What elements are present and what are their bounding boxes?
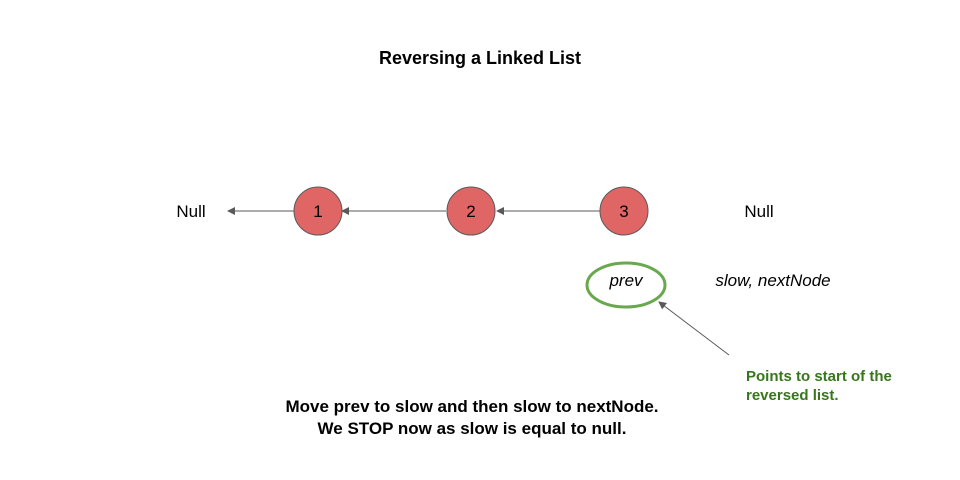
caption-line-1: Move prev to slow and then slow to nextNode. [285,397,659,416]
slow-nextnode-pointer-label: slow, nextNode [715,271,831,290]
callout-arrow [659,302,729,355]
node-3-label: 3 [619,202,629,221]
callout-line-2: reversed list. [746,387,839,404]
node-3 [600,187,648,235]
caption-line-2: We STOP now as slow is equal to null. [317,419,627,438]
null-left-label: Null [176,202,206,221]
null-right-label: Null [744,202,774,221]
node-1 [294,187,342,235]
diagram-title: Reversing a Linked List [378,48,582,68]
prev-pointer-label: prev [609,271,643,290]
node-1-label: 1 [313,202,323,221]
node-2-label: 2 [466,202,476,221]
node-2 [447,187,495,235]
callout-line-1: Points to start of the [746,368,892,385]
